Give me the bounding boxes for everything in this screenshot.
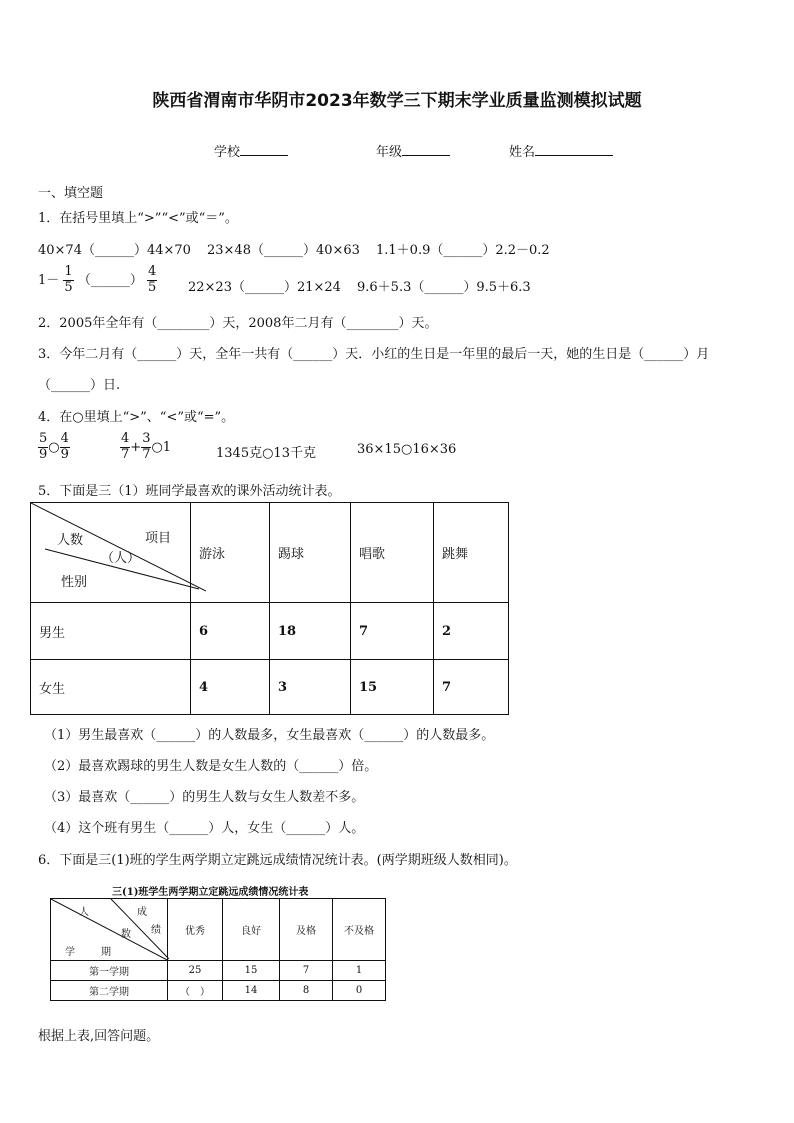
- table-cell: 25: [168, 961, 223, 981]
- school-label: 学校: [214, 145, 241, 160]
- plus-sign: +: [130, 439, 142, 455]
- table-cell: 6: [191, 603, 270, 660]
- fraction: [120, 432, 130, 463]
- table-row: [51, 961, 386, 981]
- corner-label-count: 人数: [57, 533, 84, 548]
- fraction: [147, 265, 157, 296]
- corner-label-project: 项目: [145, 531, 172, 546]
- table-cell: 1: [333, 961, 386, 981]
- column-header: 踢球: [270, 503, 351, 603]
- row-label: 女生: [31, 660, 191, 715]
- table-row: [31, 660, 509, 715]
- table-cell: 14: [223, 981, 280, 1001]
- table-cell: 15: [351, 660, 434, 715]
- q1-item: 40×74（______）44×70: [38, 243, 191, 258]
- fraction: [63, 265, 73, 296]
- section-heading: 一、填空题: [38, 186, 104, 201]
- corner-label-unit: （人）: [101, 551, 141, 566]
- column-header: 唱歌: [351, 503, 434, 603]
- denominator: 7: [121, 446, 130, 462]
- table-cell: 7: [280, 961, 333, 981]
- fraction: [60, 432, 70, 463]
- q6-text: 6．下面是三(1)班的学生两学期立定跳远成绩情况统计表。(两学期班级人数相同)。: [38, 853, 517, 868]
- row-label: 第二学期: [51, 981, 168, 1001]
- corner-char: 人: [79, 907, 89, 918]
- q3-text-cont: （______）日.: [38, 378, 121, 393]
- row-label: 第一学期: [51, 961, 168, 981]
- q1-blank: （______）: [77, 272, 143, 288]
- row-label: 男生: [31, 603, 191, 660]
- column-header: 及格: [280, 899, 333, 961]
- q5-sub3: （3）最喜欢（______）的男生人数与女生人数差不多。: [44, 790, 365, 805]
- table-cell: 0: [333, 981, 386, 1001]
- corner-char: 期: [101, 947, 111, 958]
- numerator: 1: [64, 264, 73, 279]
- denominator: 7: [142, 446, 151, 462]
- name-field: [509, 141, 613, 160]
- q1-item: 23×48（______）40×63: [207, 243, 360, 258]
- column-header: 不及格: [333, 899, 386, 961]
- q1-item: 22×23（______）21×24: [188, 280, 341, 295]
- grade-blank[interactable]: [402, 143, 450, 156]
- jump-table-caption: 三(1)班学生两学期立定跳远成绩情况统计表: [112, 887, 309, 898]
- corner-char: 绩: [151, 925, 161, 936]
- denominator: 9: [60, 446, 69, 462]
- q5-sub2: （2）最喜欢踢球的男生人数是女生人数的（______）倍。: [44, 759, 378, 774]
- q4-item-a: [38, 432, 70, 463]
- numerator: 4: [121, 431, 130, 446]
- table-cell: 8: [280, 981, 333, 1001]
- table-cell: 15: [223, 961, 280, 981]
- q5-text: 5．下面是三（1）班同学最喜欢的课外活动统计表。: [38, 484, 341, 499]
- table-cell: （ ）: [168, 981, 223, 1001]
- school-field: [214, 141, 288, 160]
- q1-item: 9.6＋5.3（______）9.5＋6.3: [357, 280, 531, 295]
- table-corner-cell: [51, 899, 168, 961]
- name-blank[interactable]: [535, 143, 613, 156]
- q1-prefix: 1－: [38, 272, 60, 288]
- numerator: 4: [60, 431, 69, 446]
- page-title: 陕西省渭南市华阴市2023年数学三下期末学业质量监测模拟试题: [152, 91, 642, 111]
- q1-fraction-expr: [38, 265, 157, 296]
- corner-char: 成: [137, 907, 147, 918]
- table-row: [51, 981, 386, 1001]
- q4-item-d: 36×15○16×36: [357, 442, 457, 457]
- denominator: 9: [39, 446, 48, 462]
- q1-text: 1．在括号里填上“>”“<”或“＝”。: [38, 211, 238, 226]
- table-cell: 3: [270, 660, 351, 715]
- q5-sub4: （4）这个班有男生（______）人，女生（______）人。: [44, 821, 365, 836]
- jump-table-image: [50, 880, 386, 1006]
- column-header: 优秀: [168, 899, 223, 961]
- footer-instruction: 根据上表,回答问题。: [38, 1029, 160, 1044]
- table-cell: 4: [191, 660, 270, 715]
- grade-label: 年级: [376, 145, 403, 160]
- q3-text: 3．今年二月有（______）天，全年一共有（______）天．小红的生日是一年里的最后一天，她的生日是（______）月: [38, 347, 710, 362]
- corner-char: 数: [121, 929, 131, 940]
- compare-tail: ○1: [151, 439, 172, 455]
- numerator: 3: [142, 431, 151, 446]
- fraction: [141, 432, 151, 463]
- numerator: 5: [39, 431, 48, 446]
- name-label: 姓名: [509, 145, 536, 160]
- activity-table: [30, 502, 509, 715]
- table-cell: 7: [351, 603, 434, 660]
- numerator: 4: [148, 264, 157, 279]
- column-header: 跳舞: [434, 503, 509, 603]
- corner-char: 学: [65, 947, 75, 958]
- table-cell: 7: [434, 660, 509, 715]
- q4-text: 4．在○里填上“>”、“<”或“=”。: [38, 410, 235, 425]
- table-cell: 18: [270, 603, 351, 660]
- grade-field: [376, 141, 450, 160]
- school-blank[interactable]: [240, 143, 288, 156]
- denominator: 5: [148, 279, 157, 295]
- q5-sub1: （1）男生最喜欢（______）的人数最多，女生最喜欢（______）的人数最多。: [44, 728, 495, 743]
- q2-text: 2．2005年全年有（________）天，2008年二月有（________）天。: [38, 316, 438, 331]
- q4-item-b: [120, 432, 171, 463]
- column-header: 良好: [223, 899, 280, 961]
- table-cell: 2: [434, 603, 509, 660]
- q1-item: 1.1＋0.9（______）2.2－0.2: [376, 243, 550, 258]
- corner-label-gender: 性别: [61, 575, 88, 590]
- table-corner-cell: [31, 503, 191, 603]
- compare-circle: ○: [48, 439, 60, 455]
- denominator: 5: [64, 279, 73, 295]
- fraction: [38, 432, 48, 463]
- column-header: 游泳: [191, 503, 270, 603]
- q4-item-c: 1345克○13千克: [216, 446, 316, 461]
- table-row: [31, 603, 509, 660]
- jump-table: [50, 898, 386, 1001]
